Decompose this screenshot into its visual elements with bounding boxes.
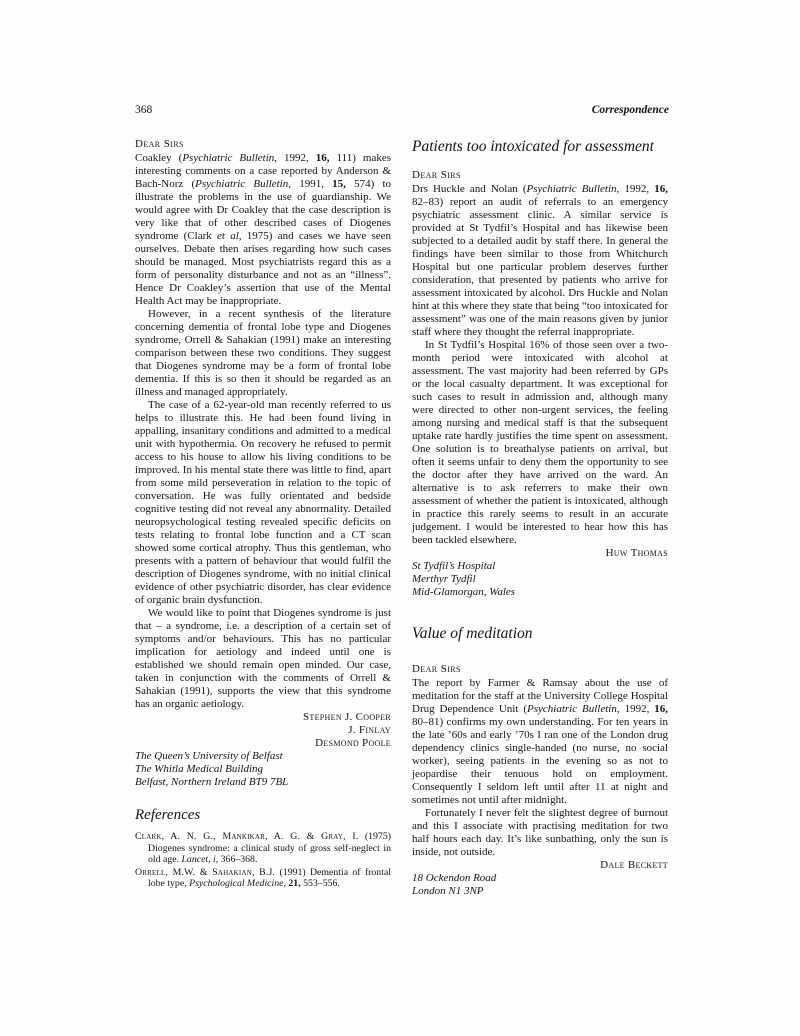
address-block bbox=[135, 750, 391, 789]
left-column bbox=[135, 138, 391, 898]
references-heading: References bbox=[135, 807, 201, 823]
signature-line: Stephen J. Cooper bbox=[303, 711, 391, 723]
letter-title: Patients too intoxicated for assessment bbox=[412, 138, 654, 155]
journal-page bbox=[135, 104, 669, 898]
signature-line: Desmond Poole bbox=[315, 737, 391, 749]
letter-paragraph: The case of a 62-year-old man recently referred to us helps to illustrate this. He had been found living in appalling, insanitary conditions and admitted to a medical unit with hypothermia. On recovery he refused to permit access to his house to allow his living conditions to be improved. In his mental state there was little to find, apart from some mild perseveration in relation to the topic of conversation. He was fully orientated and bedside cognitive testing did not reveal any abnormality. Detailed neuropsychological testing revealed specific deficits on tests relating to frontal lobe function and a CT scan showed some cortical atrophy. Thus this gentleman, who presents with a pattern of behaviour that would fulfil the description of Diogenes syndrome, with no initial clinical evidence of other psychiatric disorder, has clear evidence of organic brain dysfunction. bbox=[135, 399, 391, 606]
address-line: 18 Ockendon Road bbox=[412, 872, 497, 884]
signature-block bbox=[412, 547, 668, 560]
reference-item: Orrell, M.W. & Sahakian, B.J. (1991) Dementia of frontal lobe type, Psychological Medicine, 21, 553–556. bbox=[135, 866, 391, 890]
signature-block bbox=[135, 711, 391, 750]
two-column-layout bbox=[135, 138, 669, 898]
letter-paragraph: However, in a recent synthesis of the literature concerning dementia of frontal lobe type and Diogenes syndrome, Orrell & Sahakian (1991) make an interesting comparison between these two conditions. They suggest that Diogenes syndrome may be a form of frontal lobe dementia. If this is so then it should be regarded as an illness and managed appropriately. bbox=[135, 308, 391, 398]
letter-title: Value of meditation bbox=[412, 625, 533, 642]
address-line: The Queen’s University of Belfast bbox=[135, 750, 283, 762]
signature-block bbox=[412, 859, 668, 872]
address-line: Merthyr Tydfil bbox=[412, 573, 476, 585]
page-header bbox=[135, 104, 669, 116]
letter-paragraph: In St Tydfil’s Hospital 16% of those seen over a two-month period were intoxicated with alcohol at assessment. The vast majority had been referred by GPs or the local casualty department. It was exceptional for such cases to result in admission and, although many were directed to other non-urgent services, the feeling among nursing and medical staff is that the subsequent uptake rate hardly justifies the time spent on assessment. One solution is to breathalyse patients on arrival, but often it seems unfair to deny them the opportunity to see the doctor after they have arrived on the ward. An alternative is to ask referrers to make their own assessment of whether the patient is intoxicated, although in practice this rarely seems to result in an accurate judgement. I would be interested to hear how this has been tackled elsewhere. bbox=[412, 339, 668, 546]
signature-line: J. Finlay bbox=[348, 724, 391, 736]
letter-paragraph: Coakley (Psychiatric Bulletin, 1992, 16, 111) makes interesting comments on a case reported by Anderson & Bach-Norz (Psychiatric Bulletin, 1991, 15, 574) to illustrate the problems in the use of guardianship. We would agree with Dr Coakley that the case description is very like that of other described cases of Diogenes syndrome (Clark et al, 1975) and cases we have seen ourselves. Debate then arises regarding how such cases should be managed. Most psychiatrists regard this as a form of personality disturbance and not as an “illness”. Hence Dr Coakley’s assertion that use of the Mental Health Act may be inappropriate. bbox=[135, 152, 392, 307]
reference-item: Clark, A. N. G., Mankikar, A. G. & Gray, I. (1975) Diogenes syndrome: a clinical study of gross self-neglect in old age. Lancet, i, 366–368. bbox=[135, 831, 391, 866]
salutation: Dear Sirs bbox=[412, 663, 461, 675]
salutation: Dear Sirs bbox=[412, 169, 461, 181]
page-number: 368 bbox=[135, 104, 153, 116]
address-line: The Whitla Medical Building bbox=[135, 763, 264, 775]
address-block bbox=[412, 560, 668, 599]
salutation: Dear Sirs bbox=[135, 138, 184, 150]
letter-paragraph: Drs Huckle and Nolan (Psychiatric Bulletin, 1992, 16, 82–83) report an audit of referrals to an emergency psychiatric assessment clinic. A similar service is provided at St Tydfil’s Hospital and has likewise been subjected to a detailed audit by staff there. In general the findings have been similar to those from Whitchurch Hospital but one particular problem deserves further consideration, that presented by patients who arrive for assessment intoxicated by alcohol. Drs Huckle and Nolan hint at this where they state that being “too intoxicated for assessment” was one of the main reasons given by junior staff where they thought the referral inappropriate. bbox=[412, 183, 668, 338]
signature-line: Huw Thomas bbox=[605, 547, 668, 559]
address-line: London N1 3NP bbox=[412, 885, 484, 897]
address-line: St Tydfil’s Hospital bbox=[412, 560, 496, 572]
right-column bbox=[412, 138, 668, 898]
letter-paragraph: Fortunately I never felt the slightest degree of burnout and this I associate with practising meditation for two half hours each day. It’s like sunbathing, only the sun is inside, not outside. bbox=[412, 807, 668, 858]
address-block bbox=[412, 872, 668, 898]
letter-paragraph: We would like to point that Diogenes syndrome is just that – a syndrome, i.e. a description of a certain set of symptoms and/or behaviours. This has no particular implication for aetiology and indeed until one is established we should remain open minded. Our case, taken in conjunction with the comments of Orrell & Sahakian (1991), supports the view that this syndrome has an organic aetiology. bbox=[135, 607, 391, 710]
letter-paragraph: The report by Farmer & Ramsay about the use of meditation for the staff at the University College Hospital Drug Dependence Unit (Psychiatric Bulletin, 1992, 16, 80–81) confirms my own understanding. For ten years in the late ’60s and early ’70s I ran one of the London drug dependency clinics single-handed (no nurse, no social worker), seeing patients in the evening so as not to jeopardise their tenuous hold on employment. Consequently I seldom left until after 11 at night and sometimes not until after midnight. bbox=[412, 677, 668, 806]
signature-line: Dale Beckett bbox=[600, 859, 668, 871]
address-line: Belfast, Northern Ireland BT9 7BL bbox=[135, 776, 289, 788]
address-line: Mid-Glamorgan, Wales bbox=[412, 586, 516, 598]
running-head: Correspondence bbox=[591, 104, 669, 116]
